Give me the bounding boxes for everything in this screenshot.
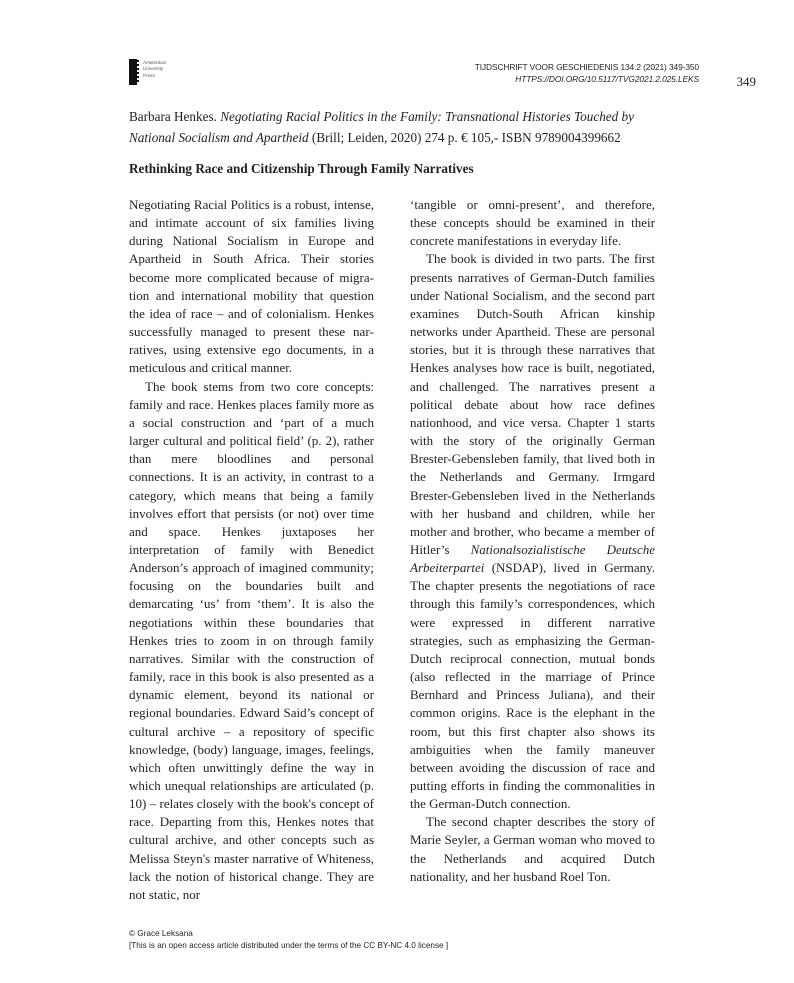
- page-number: 349: [736, 74, 756, 89]
- review-title: Rethinking Race and Citizenship Through Family Narratives: [129, 161, 474, 176]
- citation-details: (Brill; Leiden, 2020) 274 p. € 105,- ISBN 9789004399662: [308, 129, 621, 145]
- publisher-logo: [129, 59, 167, 85]
- copyright-notice: © Grace Leksana: [129, 929, 193, 938]
- citation-author: Barbara Henkes.: [129, 109, 221, 124]
- license-notice: [This is an open access article distributed under the terms of the CC BY-NC 4.0 license ]: [129, 940, 449, 950]
- paragraph-text: (NSDAP), lived in Germany. The chapter presents the negotiations of race through this family’s correspondences, which were expressed in different narrative strategies, such as emphasizing the German-Dutch reciprocal connection, mutual bonds (also reflected in the marriage of Prince Bernhard and Princess Juliana), and their common origins. Race is the elephant in the room, but this first chapter also shows its ambiguities when the family maneuver between avoiding the discussion of race and putting efforts in finding the commonalities in the German-Dutch connection.: [410, 560, 655, 812]
- logo-line: Press: [143, 72, 155, 78]
- paragraph: [410, 250, 655, 813]
- doi-link[interactable]: HTTPS://DOI.ORG/10.5117/TVG2021.2.025.LEKS: [515, 73, 699, 84]
- logo-text: [143, 59, 167, 79]
- journal-header: [475, 62, 699, 85]
- paragraph: The book stems from two core concepts: family and race. Henkes places family more as a social construction and ‘part of a much larger cultural and political field’ (p. 2), rather than mere bloodlines and personal connections. It is an activity, in contrast to a category, which means that being a family involves effort that persists (or not) over time and space. Henkes juxtaposes her interpretation of family with Benedict Anderson’s approach of imagined community; focusing on the boundaries built and demarcating ‘us’ from ‘them’. It is also the negotiations within these boundaries that Henkes tries to zoom in on through family narratives. Similar with the construction of family, race in this book is also presented as a dynamic element, beyond its national or regional boundaries. Edward Said’s concept of cultural archive – a repository of specific knowledge, (body) language, images, feelings, which often unwittingly define the way in which unequal relationships are articulated (p. 10) – relates closely with the book's concept of race. Departing from this, Henkes notes that cultural archive, and other concepts such as Melissa Steyn's master narrative of Whiteness, lack the notion of historical change. They are not static, nor: [129, 378, 374, 902]
- logo-mark-icon: [129, 59, 137, 85]
- logo-line: Amsterdam: [143, 60, 167, 65]
- paragraph: Negotiating Racial Politics is a robust, intense, and intimate account of six families living during National Socialism in Europe and Apartheid in South Africa. Their stories become more complicated because of migration and international mobility that question the idea of race – and of colonialism. Henkes successfully managed to present these narratives, using extensive ego documents, in a meticulous and critical manner.: [129, 197, 374, 376]
- paragraph: The second chapter describes the story of Marie Seyler, a German woman who moved to the Netherlands and acquired Dutch nationality, and her husband Roel Ton.: [410, 814, 655, 884]
- journal-name: TIJDSCHRIFT VOOR GESCHIEDENIS 134.2 (2021) 349-350: [474, 62, 699, 72]
- paragraph-text: The book is divided in two parts. The first presents narratives of German-Dutch families under National Socialism, and the second part examines Dutch-South African kinship networks under Apartheid. These are personal stories, but it is through these narratives that Henkes analyses how race is built, negotiated, and challenged. The narratives present a political debate about how race defines nationhood, and vice versa. Chapter 1 starts with the story of the originally German Brester-Gebensleben family, that lived both in the Netherlands and Germany. Irmgard Brester-Gebensleben lived in the Netherlands with her husband and children, while her mother and brother, who became a member of Hitler’s: [410, 251, 655, 557]
- left-column: [129, 196, 374, 904]
- logo-line: University: [143, 66, 164, 72]
- paragraph: ‘tangible or omni-present’, and therefore, these concepts should be examined in their concrete manifestations in everyday life.: [410, 197, 655, 249]
- citation-book-title: Negotiating Racial Politics in the Family: Transnational Histories Touched by National Socialism and Apartheid: [129, 109, 634, 145]
- book-citation: [129, 107, 669, 148]
- right-column: [410, 196, 655, 886]
- party-name-italic: Nationalsozialistische Deutsche Arbeiterpartei: [410, 541, 655, 576]
- footer: [129, 928, 448, 951]
